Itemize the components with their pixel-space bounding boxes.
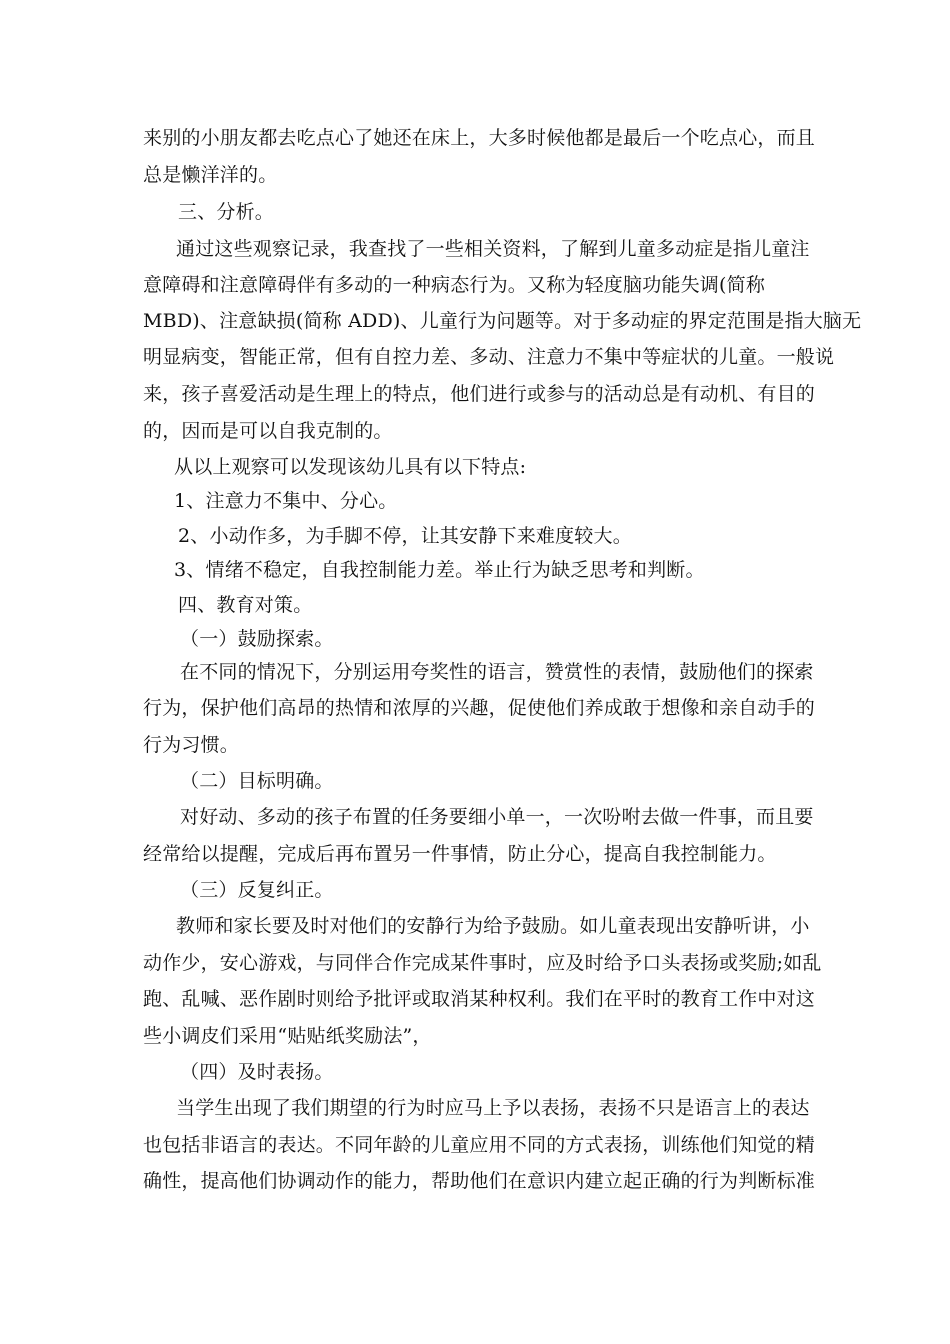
- text-line: 教师和家长要及时对他们的安静行为给予鼓励。如儿童表现出安静听讲，小: [176, 915, 810, 937]
- text-line: 对好动、多动的孩子布置的任务要细小单一，一次吩咐去做一件事，而且要: [180, 806, 814, 828]
- section-heading: 三、分析。: [178, 201, 275, 223]
- text-line: 也包括非语言的表达。不同年龄的儿童应用不同的方式表扬，训练他们知觉的精: [143, 1134, 816, 1156]
- text-line: 来别的小朋友都去吃点心了她还在床上，大多时候他都是最后一个吃点心，而且: [143, 127, 816, 149]
- text-line: 从以上观察可以发现该幼儿具有以下特点:: [174, 456, 527, 478]
- subsection-heading: （四）及时表扬。: [180, 1061, 334, 1083]
- text-line: 明显病变，智能正常，但有自控力差、多动、注意力不集中等症状的儿童。一般说: [143, 346, 835, 368]
- text-line: 行为习惯。: [143, 734, 240, 756]
- text-line: 行为，保护他们高昂的热情和浓厚的兴趣，促使他们养成敢于想像和亲自动手的: [143, 697, 816, 719]
- subsection-heading: （三）反复纠正。: [180, 879, 334, 901]
- text-line: 动作少，安心游戏，与同伴合作完成某件事时，应及时给予口头表扬或奖励;如乱: [143, 952, 822, 974]
- text-line: 些小调皮们采用“贴贴纸奖励法”，: [143, 1025, 432, 1047]
- list-item: 2、小动作多，为手脚不停，让其安静下来难度较大。: [178, 525, 632, 547]
- text-line: MBD)、注意缺损(简称 ADD)、儿童行为问题等。对于多动症的界定范围是指大脑无: [143, 310, 862, 332]
- list-item: 3、情绪不稳定，自我控制能力差。举止行为缺乏思考和判断。: [174, 559, 705, 581]
- subsection-heading: （一）鼓励探索。: [180, 628, 334, 650]
- list-item: 1、注意力不集中、分心。: [174, 490, 398, 512]
- text-line: 当学生出现了我们期望的行为时应马上予以表扬，表扬不只是语言上的表达: [176, 1097, 810, 1119]
- text-line: 跑、乱喊、恶作剧时则给予批评或取消某种权利。我们在平时的教育工作中对这: [143, 988, 816, 1010]
- text-line: 来，孩子喜爱活动是生理上的特点，他们进行或参与的活动总是有动机、有目的: [143, 383, 816, 405]
- text-line: 总是懒洋洋的。: [143, 164, 278, 186]
- section-heading: 四、教育对策。: [178, 594, 313, 616]
- text-line: 意障碍和注意障碍伴有多动的一种病态行为。又称为轻度脑功能失调(简称: [143, 274, 766, 296]
- text-line: 经常给以提醒，完成后再布置另一件事情，防止分心，提高自我控制能力。: [143, 843, 777, 865]
- subsection-heading: （二）目标明确。: [180, 770, 334, 792]
- text-line: 确性，提高他们协调动作的能力，帮助他们在意识内建立起正确的行为判断标准: [143, 1170, 816, 1192]
- text-line: 通过这些观察记录，我查找了一些相关资料，了解到儿童多动症是指儿童注: [176, 238, 810, 260]
- text-line: 的，因而是可以自我克制的。: [143, 420, 393, 442]
- text-line: 在不同的情况下，分别运用夸奖性的语言，赞赏性的表情，鼓励他们的探索: [180, 661, 814, 683]
